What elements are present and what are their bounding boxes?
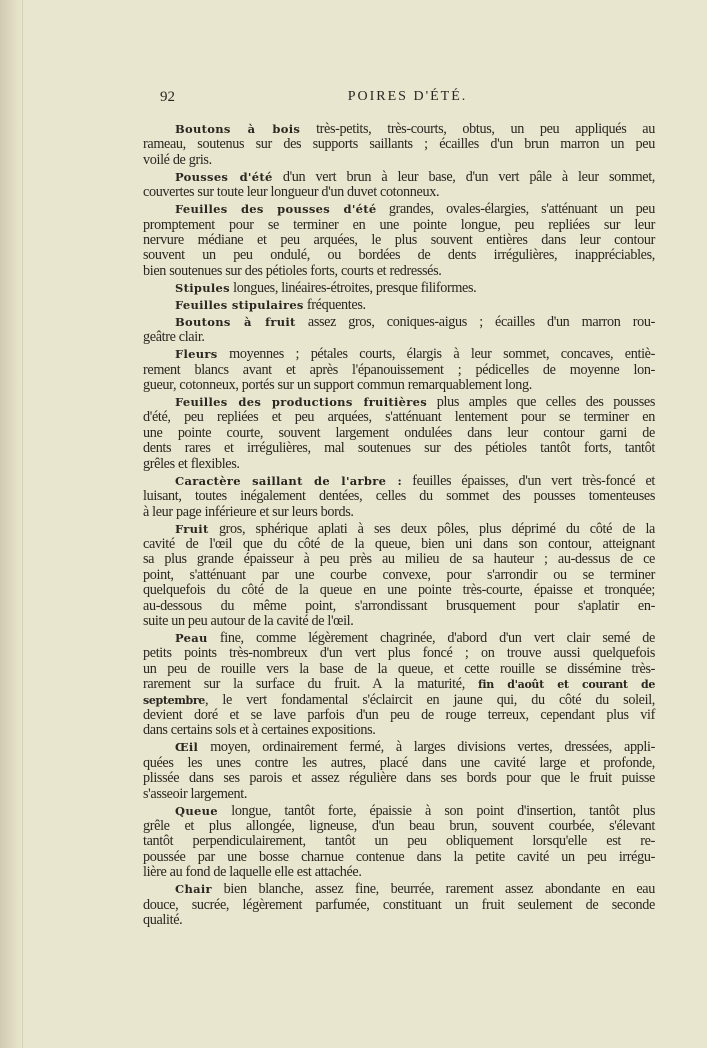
text-line: [143, 170, 655, 185]
line-text: grêle et plus allongée, ligneuse, d'un beau brun, souvent courbée, s'élevant: [143, 818, 655, 834]
line-text: rarement sur la surface du fruit. A la maturité,: [143, 676, 479, 693]
paragraph: [143, 474, 655, 520]
paragraph: [143, 804, 655, 881]
line-text: dents rares et irrégulières, mal soutenues sur des pétioles tantôt forts, tantôt: [143, 440, 655, 457]
text-line: [143, 723, 655, 738]
line-text: un peu de rouille vers la base de la queue, et cette rouille se dissémine très-: [143, 660, 655, 677]
line-text: d'un vert brun à leur base, d'un vert pâle à leur sommet,: [272, 168, 655, 185]
text-line: [143, 913, 655, 928]
line-text: geâtre clair.: [143, 329, 205, 346]
text-line: [143, 395, 655, 410]
text-line: [143, 646, 655, 661]
text-line: [143, 614, 655, 629]
maturity-period: septembre: [143, 693, 205, 707]
paragraph-lead: Œil: [175, 740, 199, 755]
text-line: [143, 347, 655, 362]
text-line: [143, 756, 655, 771]
line-text: voilé de gris.: [143, 151, 212, 168]
paragraph: [143, 170, 655, 201]
text-line: [143, 264, 655, 279]
page-edge: [0, 0, 22, 1048]
text-line: [143, 882, 655, 897]
text-line: [143, 315, 655, 330]
text-line: [143, 153, 655, 168]
text-line: [143, 740, 655, 755]
paragraph-lead: Fruit: [175, 521, 209, 536]
text-line: [143, 787, 655, 802]
text-line: [143, 410, 655, 425]
line-text: grêles et flexibles.: [143, 455, 240, 472]
text-line: [143, 804, 655, 819]
text-line: [143, 248, 655, 263]
text-line: [143, 693, 655, 708]
paragraph: [143, 122, 655, 168]
text-line: [143, 819, 655, 834]
line-text: moyennes ; pétales courts, élargis à leur sommet, concaves, entiè-: [217, 346, 655, 363]
text-line: [143, 834, 655, 849]
text-line: [143, 865, 655, 880]
text-line: [143, 898, 655, 913]
paragraph-lead: Chair: [175, 882, 212, 897]
line-text: une pointe courte, souvent largement ondulées dans leur contour garni de: [143, 424, 655, 441]
line-text: bien soutenues sur des pétioles forts, courts et redressés.: [143, 262, 442, 279]
text-line: [143, 631, 655, 646]
line-text: qualité.: [143, 912, 183, 929]
text-line: [143, 202, 655, 217]
line-text: dans certains sols et à certaines expositions.: [143, 722, 376, 739]
line-text: très-petits, très-courts, obtus, un peu appliqués au: [300, 121, 655, 137]
text-line: [143, 537, 655, 552]
paragraph-lead: Stipules: [175, 280, 230, 295]
text-line: [143, 330, 655, 345]
paragraph: [143, 882, 655, 928]
text-line: [143, 708, 655, 723]
paragraph-lead: Feuilles des pousses d'été: [175, 202, 377, 217]
line-text: longue, tantôt forte, épaissie à son point d'insertion, tantôt plus: [217, 802, 655, 819]
line-text: douce, sucrée, légèrement parfumée, constituant un fruit seulement de seconde: [143, 896, 655, 913]
text-line: [143, 583, 655, 598]
text-line: [143, 677, 655, 692]
line-text: plissée dans ses parois et assez régulière dans ses bords pour que le fruit puisse: [143, 770, 655, 787]
paragraph: [143, 631, 655, 739]
paragraph: [143, 347, 655, 393]
text-line: [143, 378, 655, 393]
line-text: bien blanche, assez fine, beurrée, rarement assez abondante en eau: [211, 881, 655, 898]
line-text: nervure médiane et peu arquées, le plus souvent entières dans leur contour: [143, 232, 655, 249]
line-text: quelquefois du côté de la queue en une pointe très-courte, épaisse et tronquée;: [143, 582, 655, 599]
text-line: [143, 363, 655, 378]
text-line: [143, 122, 655, 137]
line-text: suite un peu autour de la cavité de l'œil.: [143, 612, 354, 629]
paragraph-lead: Feuilles des productions fruitières: [175, 395, 428, 410]
line-text: luisant, toutes inégalement dentées, celles du sommet des pousses tomenteuses: [143, 488, 655, 505]
paragraph: [143, 298, 655, 313]
line-text: feuilles épaisses, d'un vert très-foncé et: [402, 472, 655, 489]
line-text: plus amples que celles des pousses: [427, 394, 655, 411]
line-text: souvent un peu ondulé, ou bordées de dents irrégulières, inappréciables,: [143, 247, 655, 264]
text-line: [143, 233, 655, 248]
line-text: d'été, peu repliées et peu arquées, s'atténuant lentement pour se terminer en: [143, 409, 655, 426]
text-line: [143, 505, 655, 520]
line-text: promptement pour se terminer en une pointe longue, peu repliées sur leur: [143, 216, 655, 233]
line-text: au-dessous du même point, s'arrondissant brusquement pour s'aplatir en-: [143, 597, 655, 614]
text-line: [143, 426, 655, 441]
text-line: [143, 441, 655, 456]
text-line: [143, 185, 655, 200]
text-line: [143, 298, 655, 313]
paragraph-lead: Fleurs: [175, 347, 218, 362]
maturity-period: fin d'août et courant de: [478, 678, 655, 692]
paragraph-lead: Caractère saillant de l'arbre :: [175, 473, 403, 488]
paragraph-lead: Feuilles stipulaires: [175, 297, 304, 312]
line-text: fine, comme légèrement chagrinée, d'abord d'un vert clair semé de: [207, 629, 655, 646]
paragraph: [143, 315, 655, 346]
line-text: tantôt perpendiculairement, tantôt un peu obliquement lorsqu'elle est re-: [143, 833, 655, 850]
text-line: [143, 457, 655, 472]
text-line: [143, 218, 655, 233]
page-fold: [22, 0, 23, 1048]
line-text: poussée par une bosse charnue contenue dans la petite cavité un peu irrégu-: [143, 848, 655, 865]
paragraph-lead: Peau: [175, 630, 208, 645]
paragraph: [143, 202, 655, 279]
line-text: moyen, ordinairement fermé, à larges divisions vertes, dressées, appli-: [198, 739, 655, 756]
text-line: [143, 771, 655, 786]
paragraph-lead: Queue: [175, 803, 218, 818]
line-text: grandes, ovales-élargies, s'atténuant un peu: [376, 201, 656, 218]
text-line: [143, 552, 655, 567]
line-text: s'asseoir largement.: [143, 785, 248, 802]
text-line: [143, 850, 655, 865]
line-text: fréquentes.: [303, 296, 366, 313]
text-line: [143, 568, 655, 583]
text-line: [143, 662, 655, 677]
line-text: point, s'atténuant par une courbe convexe, pour s'arrondir ou se terminer: [143, 566, 655, 583]
text-line: [143, 522, 655, 537]
line-text: lière au fond de laquelle elle est attachée.: [143, 864, 362, 881]
line-text: petits points très-nombreux d'un vert plus foncé ; on trouve aussi quelquefois: [143, 645, 655, 662]
line-text: cavité de l'œil que du côté de la queue, bien uni dans son contour, atteignant: [143, 535, 655, 552]
text-line: [143, 137, 655, 152]
line-text: sa plus grande épaisseur à peu près au milieu de sa hauteur ; au-dessus de ce: [143, 551, 655, 568]
text-line: [143, 599, 655, 614]
line-text: gros, sphérique aplati à ses deux pôles, plus déprimé du côté de la: [208, 520, 655, 537]
line-text: couvertes sur toute leur longueur d'un duvet cotonneux.: [143, 184, 440, 201]
page-body: [143, 122, 655, 930]
paragraph: [143, 395, 655, 472]
paragraph-lead: Boutons à bois: [175, 122, 301, 136]
paragraph: [143, 281, 655, 296]
line-text: à leur page inférieure et sur leurs bords.: [143, 503, 354, 520]
text-line: [143, 489, 655, 504]
line-text: rement blancs avant et après l'épanouissement ; pédicelles de moyenne lon-: [143, 361, 655, 378]
page-header: [160, 89, 655, 107]
line-text: assez gros, coniques-aigus ; écailles d'un marron rou-: [295, 313, 655, 330]
line-text: devient doré et se lave parfois d'un peu de rouge terreux, cependant plus vif: [143, 706, 655, 723]
page-number: 92: [160, 89, 175, 105]
paragraph: [143, 740, 655, 802]
paragraph: [143, 522, 655, 630]
paragraph-lead: Pousses d'été: [175, 169, 273, 184]
line-text: longues, linéaires-étroites, presque filiformes.: [229, 279, 477, 296]
text-line: [143, 281, 655, 296]
text-line: [143, 474, 655, 489]
line-text: rameau, soutenus sur des supports saillants ; écailles d'un brun marron un peu: [143, 136, 655, 153]
line-text: , le vert fondamental s'éclaircit en jaune qui, du côté du soleil,: [204, 691, 655, 708]
line-text: gueur, cotonneux, portés sur un support commun remarquablement long.: [143, 377, 532, 394]
line-text: quées les unes contre les autres, placé dans une cavité large et profonde,: [143, 754, 655, 771]
paragraph-lead: Boutons à fruit: [175, 314, 296, 329]
running-title: POIRES D'ÉTÉ.: [347, 89, 468, 104]
